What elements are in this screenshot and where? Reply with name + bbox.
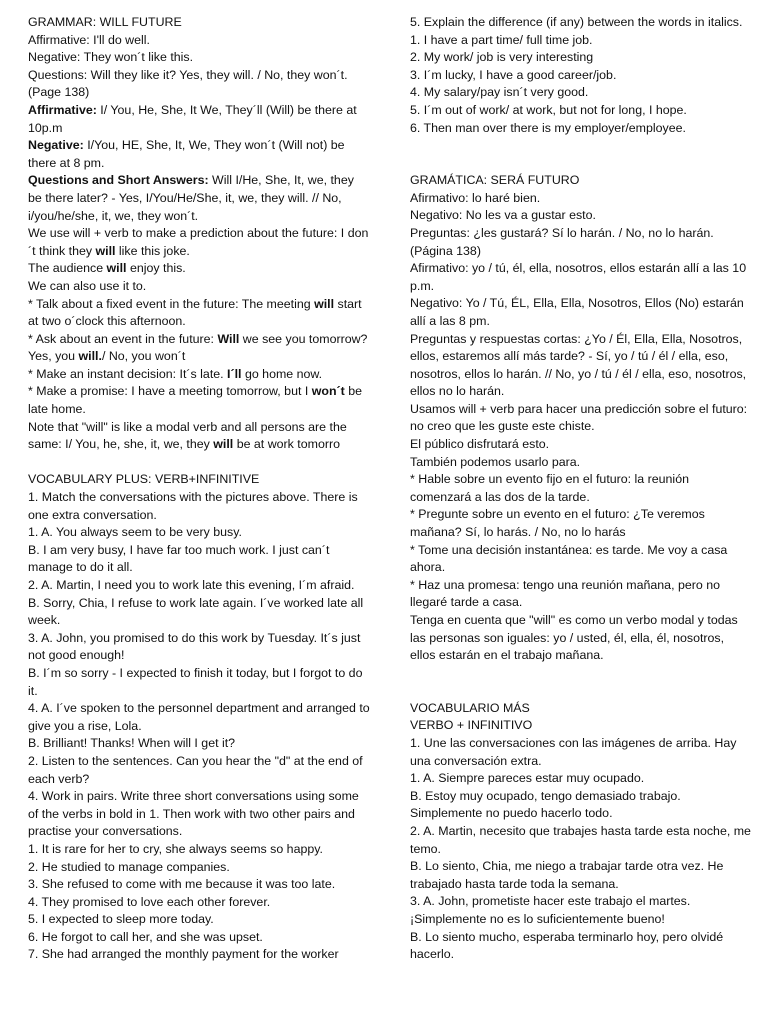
text-line (28, 753, 370, 788)
text-line (410, 84, 752, 102)
text-run: B. Lo siento, Chia, me niego a trabajar tarde otra vez. He trabajado hasta tarde toda la semana. (410, 859, 724, 891)
text-line (410, 471, 752, 506)
text-run: * Talk about a fixed event in the future: The meeting (28, 296, 315, 311)
text-line (28, 14, 370, 32)
text-run: Preguntas y respuestas cortas: ¿Yo / Él, Ella, Ella, Nosotros, ellos, estaremos allí más tarde? - Sí, yo / tú / él / ella, eso, nosotros, ellos lo harán. // No, yo / tú / él / ella, eso, nosotros, ellos no lo harán. (410, 331, 747, 399)
text-line (410, 14, 752, 32)
text-run: VOCABULARIO MÁS (410, 700, 530, 715)
text-run: enjoy this. (126, 261, 186, 276)
text-line (410, 577, 752, 612)
text-line (28, 49, 370, 67)
text-run: 1. A. You always seem to be very busy. (28, 525, 242, 540)
text-line (410, 506, 752, 541)
spacer (410, 665, 752, 700)
text-line (410, 260, 752, 295)
text-run: B. I´m so sorry - I expected to finish it today, but I forgot to do it. (28, 665, 363, 698)
text-run: 2. A. Martin, necesito que trabajes hasta tarde esta noche, me temo. (410, 823, 751, 856)
text-line (28, 366, 370, 384)
text-run: * Pregunte sobre un evento en el futuro: ¿Te veremos mañana? Sí, lo harás. / No, no lo harás (410, 507, 705, 540)
text-line (410, 735, 752, 770)
text-run: 2. A. Martin, I need you to work late this evening, I´m afraid. (28, 578, 355, 592)
text-run: Affirmative: I'll do well. (28, 32, 150, 47)
text-run: 6. Then man over there is my employer/employee. (410, 120, 686, 135)
text-run: 2. My work/ job is very interesting (410, 50, 594, 65)
text-run: Afirmativo: lo haré bien. (410, 190, 541, 205)
text-line (410, 436, 752, 454)
text-run: B. I am very busy, I have far too much work. I just can´t manage to do it all. (28, 542, 330, 575)
text-line (410, 929, 752, 964)
text-line (28, 577, 370, 595)
text-run: 1. Une las conversaciones con las imágenes de arriba. Hay una conversación extra. (410, 735, 737, 768)
text-line (28, 296, 370, 331)
text-run: The audience (28, 261, 107, 276)
text-line (28, 172, 370, 225)
text-line (28, 929, 370, 947)
text-run: We can also use it to. (28, 278, 147, 293)
left-column (28, 14, 370, 964)
text-run: VOCABULARY PLUS: VERB+INFINITIVE (28, 472, 260, 487)
text-run: 4. A. I´ve spoken to the personnel department and arranged to give you a rise, Lola. (28, 701, 370, 733)
text-run: 2. Listen to the sentences. Can you hear the "d" at the end of each verb? (28, 753, 363, 786)
text-run: Afirmativo: yo / tú, él, ella, nosotros, ellos estarán allí a las 10 p.m. (410, 261, 747, 293)
text-line (410, 401, 752, 436)
text-run: * Tome una decisión instantánea: es tarde. Me voy a casa ahora. (410, 542, 728, 575)
text-run: Note that "will" is like a modal verb and all persons are the same: I/ You, he, she, it, we, they (28, 419, 347, 452)
text-run: like this joke. (115, 243, 190, 258)
text-run: B. Lo siento mucho, esperaba terminarlo hoy, pero olvidé hacerlo. (410, 929, 724, 962)
bold-text: Negative: (28, 138, 84, 153)
text-run: 4. They promised to love each other forever. (28, 894, 271, 909)
text-run: go home now. (241, 366, 323, 381)
text-line (28, 894, 370, 912)
text-line (410, 331, 752, 401)
bold-text: I´ll (227, 366, 242, 381)
text-line (28, 383, 370, 418)
text-line (410, 823, 752, 858)
text-run: 5. I expected to sleep more today. (28, 912, 214, 927)
text-run: * Ask about an event in the future: (28, 331, 218, 346)
text-line (410, 32, 752, 50)
text-run: Negative: They won´t like this. (28, 50, 194, 65)
bold-text: will (106, 261, 127, 276)
text-line (410, 700, 752, 718)
text-line (28, 225, 370, 260)
text-run: Will I/He, She, It, we, they be there later? - Yes, I/You/He/She, it, we, they will. // No, i/you/he/she, it, we, they won´t. (28, 173, 354, 223)
text-line (410, 49, 752, 67)
text-run: be late home. (28, 384, 363, 417)
text-run: Questions: Will they like it? Yes, they will. / No, they won´t. (Page 138) (28, 67, 348, 100)
text-line (28, 665, 370, 700)
text-line (28, 700, 370, 735)
text-run: GRAMÁTICA: SERÁ FUTURO (410, 173, 580, 188)
text-run: 2. He studied to manage companies. (28, 859, 230, 874)
bold-text: will (95, 243, 116, 258)
text-line (28, 542, 370, 577)
text-line (28, 67, 370, 102)
text-line (28, 911, 370, 929)
text-run: * Haz una promesa: tengo una reunión mañana, pero no llegaré tarde a casa. (410, 577, 720, 610)
text-line (28, 471, 370, 489)
text-line (28, 32, 370, 50)
bold-text: will (314, 296, 335, 311)
text-line (28, 859, 370, 877)
text-line (410, 893, 752, 928)
bold-text: Will (217, 331, 240, 346)
text-line (28, 595, 370, 630)
bold-text: will (213, 437, 234, 452)
text-line (410, 67, 752, 85)
bold-text: Affirmative: (28, 102, 97, 117)
text-run: 1. It is rare for her to cry, she always seems so happy. (28, 841, 323, 856)
right-column (410, 14, 752, 964)
text-line (410, 612, 752, 665)
text-run: 3. A. John, prometiste hacer este trabajo el martes. ¡Simplemente no es lo suficientemente bueno! (410, 894, 691, 926)
text-run: Preguntas: ¿les gustará? Sí lo harán. / No, no lo harán. (Página 138) (410, 225, 714, 258)
bold-text: Questions and Short Answers: (28, 173, 209, 188)
text-run: B. Sorry, Chia, I refuse to work late again. I´ve worked late all week. (28, 595, 364, 628)
text-run: 5. Explain the difference (if any) between the words in italics. (410, 15, 743, 29)
text-line (410, 120, 752, 138)
text-line (410, 172, 752, 190)
text-run: Negativo: No les va a gustar esto. (410, 208, 596, 223)
text-line (28, 788, 370, 841)
text-run: start at two o´clock this afternoon. (28, 296, 362, 329)
text-run: 7. She had arranged the monthly payment for the worker (28, 947, 339, 962)
text-run: I/ You, He, She, It We, They´ll (Will) be there at 10p.m (28, 102, 357, 135)
text-run: VERBO + INFINITIVO (410, 718, 533, 733)
text-line (410, 770, 752, 788)
text-run: 3. I´m lucky, I have a good career/job. (410, 67, 617, 82)
bold-text: won´t (311, 384, 345, 399)
text-run: 4. Work in pairs. Write three short conversations using some of the verbs in bold in 1. Then work with two other pairs and practise your conversations. (28, 789, 359, 839)
text-line (28, 489, 370, 524)
text-run: 3. She refused to come with me because it was too late. (28, 877, 336, 892)
text-run: We use will + verb to make a prediction about the future: I don´t think they (28, 226, 369, 258)
text-run: 1. Match the conversations with the pictures above. There is one extra conversation. (28, 490, 358, 522)
text-run: 6. He forgot to call her, and she was upset. (28, 929, 263, 944)
text-line (28, 841, 370, 859)
text-run: El público disfrutará esto. (410, 437, 550, 452)
text-line (410, 207, 752, 225)
text-run: 3. A. John, you promised to do this work by Tuesday. It´s just not good enough! (28, 630, 361, 663)
text-line (410, 858, 752, 893)
text-line (28, 735, 370, 753)
text-line (410, 225, 752, 260)
text-run: B. Brilliant! Thanks! When will I get it? (28, 736, 236, 751)
text-line (410, 788, 752, 823)
text-line (28, 524, 370, 542)
text-line (28, 137, 370, 172)
text-run: 5. I´m out of work/ at work, but not for long, I hope. (410, 102, 687, 117)
text-line (28, 876, 370, 894)
text-line (410, 717, 752, 735)
spacer (410, 137, 752, 172)
text-run: Negativo: Yo / Tú, ÉL, Ella, Ella, Nosotros, Ellos (No) estarán allí a las 8 pm. (410, 296, 744, 328)
text-run: 1. I have a part time/ full time job. (410, 32, 593, 47)
text-run: / No, you won´t (101, 349, 186, 364)
text-run: También podemos usarlo para. (410, 454, 581, 469)
text-run: * Make a promise: I have a meeting tomorrow, but I (28, 384, 312, 399)
text-run: GRAMMAR: WILL FUTURE (28, 15, 182, 29)
text-run: * Make an instant decision: It´s late. (28, 366, 228, 381)
text-line (410, 295, 752, 330)
text-line (28, 630, 370, 665)
text-line (28, 946, 370, 964)
text-line (410, 190, 752, 208)
text-line (28, 331, 370, 366)
text-run: we see you tomorrow? Yes, you (28, 331, 368, 364)
text-run: * Hable sobre un evento fijo en el futuro: la reunión comenzará a las dos de la tarde. (410, 472, 689, 504)
text-run: 1. A. Siempre pareces estar muy ocupado. (410, 771, 645, 786)
text-run: I/You, HE, She, It, We, They won´t (Will not) be there at 8 pm. (28, 138, 345, 170)
text-line (410, 454, 752, 472)
text-line (28, 278, 370, 296)
text-line (410, 542, 752, 577)
spacer (28, 454, 370, 472)
bold-text: will. (78, 349, 102, 364)
text-line (28, 260, 370, 278)
text-run: B. Estoy muy ocupado, tengo demasiado trabajo. Simplemente no puedo hacerlo todo. (410, 788, 681, 821)
text-run: Tenga en cuenta que "will" es como un verbo modal y todas las personas son iguales: yo / usted, él, ella, él, nosotros, ellos estarán en el trabajo mañana. (410, 613, 738, 663)
text-run: 4. My salary/pay isn´t very good. (410, 85, 589, 100)
text-run: Usamos will + verb para hacer una predicción sobre el futuro: no creo que les guste este chiste. (410, 401, 748, 434)
text-line (28, 419, 370, 454)
text-line (28, 102, 370, 137)
text-line (410, 102, 752, 120)
text-run: be at work tomorro (233, 437, 340, 452)
